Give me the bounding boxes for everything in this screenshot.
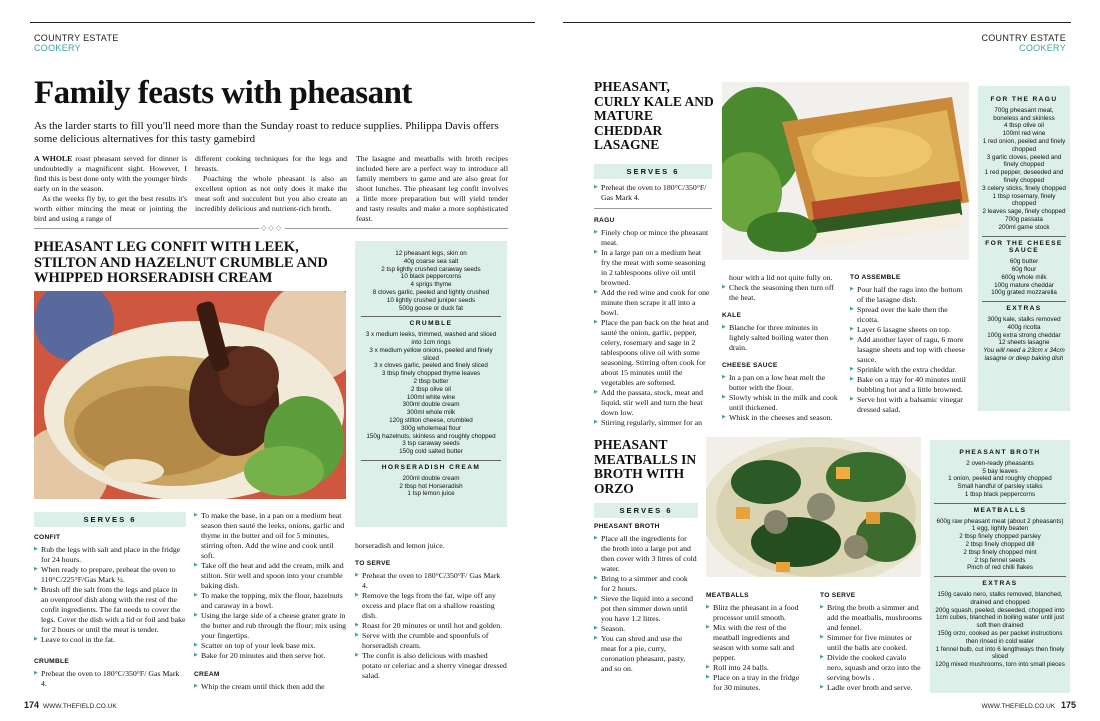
ingredient-heading: FOR THE RAGU	[990, 96, 1058, 103]
method-step: ▶ Leave to cool in the fat.	[34, 635, 186, 645]
ingredient-item: 4 sprigs thyme	[410, 281, 452, 289]
ingredient-item: 300g wholemeal flour	[401, 424, 461, 432]
step-heading: CREAM	[194, 671, 220, 678]
method-step: ▶ The confit is also delicious with mashed potato or celeriac and a sherry vinegar dressed salad.	[355, 651, 507, 681]
step-list	[355, 571, 507, 681]
confit-ingredients-box	[355, 241, 507, 527]
ingredient-item: 10 black peppercorns	[400, 273, 462, 281]
ingredient-list-broth	[934, 460, 1066, 499]
method-step: ▶ Rub the legs with salt and place in the fridge for 24 hours.	[34, 545, 186, 565]
ingredient-item: 2 tbsp finely chopped parsley	[959, 533, 1041, 541]
ingredient-list-ragu	[982, 107, 1066, 232]
ingredient-item: 2 tsp fennel seeds	[974, 556, 1026, 564]
method-step: ▶ Season.	[594, 624, 698, 634]
step-heading: TO ASSEMBLE	[850, 274, 901, 281]
ingredient-list-cheese	[982, 258, 1066, 297]
left-header	[34, 33, 119, 53]
step-list	[722, 373, 840, 423]
meatballs-method-col3	[820, 591, 924, 693]
left-footer	[24, 700, 117, 710]
method-step: ▶ Slowly whisk in the milk and cook until thickened.	[722, 393, 840, 413]
lasagne-method-col1	[594, 183, 712, 428]
recipe-title-lasagne: PHEASANT, CURLY KALE AND MATURE CHEDDAR LASAGNE	[594, 79, 714, 152]
method-step: ▶ Whisk in the cheeses and season.	[722, 413, 840, 423]
meatballs-ingredients-box	[930, 440, 1070, 693]
ingredient-item: 4 tbsp olive oil	[1004, 122, 1044, 130]
meatballs-method-col1	[594, 522, 698, 674]
method-step: ▶ Remove the legs from the fat, wipe off any excess and place flat on a shallow roasting dish.	[355, 591, 507, 621]
rule	[594, 208, 712, 209]
lasagne-method-col3	[850, 273, 970, 415]
step-list	[706, 603, 810, 693]
method-step: ▶ Whip the cream until thick then add the	[194, 682, 347, 692]
method-step: ▶ Bring to a simmer and cook for 2 hours.	[594, 574, 698, 594]
ingredient-heading: CRUMBLE	[361, 316, 501, 328]
top-rule-left	[30, 22, 535, 23]
right-footer	[981, 700, 1076, 710]
ingredient-item: 5 bay leaves	[982, 467, 1018, 475]
ingredient-item: 200ml double cream	[402, 474, 460, 482]
meatballs-method-col2	[706, 591, 810, 693]
ingredient-item: 1 onion, peeled and roughly chopped	[948, 475, 1052, 483]
method-step: ▶ When ready to prepare, preheat the oven to 110°C/225°F/Gas Mark ¼.	[34, 565, 186, 585]
footer-url: WWW.THEFIELD.CO.UK	[43, 703, 117, 710]
top-rule-right	[563, 22, 1071, 23]
ingredient-list-meatballs	[934, 518, 1066, 573]
ingredient-item: 300ml double cream	[402, 401, 460, 409]
method-step: ▶ You can shred and use the meat for a pie, curry, coronation pheasant, pasty, and so on.	[594, 634, 698, 674]
method-step: ▶ Serve hot with a balsamic vinegar dressed salad.	[850, 395, 970, 415]
step-list	[194, 682, 347, 692]
serves-badge: SERVES 6	[594, 164, 712, 179]
method-step: ▶ Add the passata, stock, meat and liquid, stir well and turn the heat down low.	[594, 388, 712, 418]
divider-ornament: ◇◇◇	[261, 224, 284, 232]
ingredient-item: 40g coarse sea salt	[403, 257, 459, 265]
meatballs-image	[706, 437, 921, 577]
ingredient-item: 200g squash, peeled, deseeded, chopped into 1cm cubes, blanched in boiling water until just soft then drained	[935, 606, 1065, 630]
ingredient-item: Pinch of red chilli flakes	[967, 564, 1033, 572]
step-list	[850, 285, 970, 415]
ingredient-item: 100g mature cheddar	[994, 281, 1054, 289]
confit-method-col1	[34, 533, 186, 689]
ingredient-heading: FOR THE CHEESE SAUCE	[982, 236, 1066, 256]
ingredient-item: 600g whole milk	[1001, 273, 1047, 281]
method-step: ▶ Preheat the oven to 180°C/350°F/ Gas Mark 4.	[355, 571, 507, 591]
step-heading: PHEASANT BROTH	[594, 523, 660, 530]
method-step: ▶ Check the seasoning then turn off the heat.	[722, 283, 840, 303]
meatballs-broth-photo	[706, 437, 921, 577]
step-list	[34, 545, 186, 645]
ingredient-item: 1 tsp lemon juice	[407, 490, 455, 498]
confit-method-col2	[194, 511, 347, 692]
method-step: ▶ Blanche for three minutes in lightly salted boiling water then drain.	[722, 323, 840, 353]
ingredient-item: 700g passata	[1005, 215, 1043, 223]
step-heading: RAGU	[594, 217, 615, 224]
ingredient-item: 2 tbsp finely chopped dill	[965, 540, 1035, 548]
extras-note: You will need a 23cm x 34cm lasagne or deep baking dish	[983, 347, 1065, 362]
ingredient-item: 2 tbsp butter	[413, 377, 449, 385]
method-step: ▶ Serve with the crumble and spoonfuls of horseradish cream.	[355, 631, 507, 651]
method-step: ▶ Divide the cooked cavalo nero, squash and orzo into the serving bowls .	[820, 653, 924, 683]
step-list	[820, 603, 924, 693]
ingredient-list-crumble	[361, 331, 501, 456]
ingredient-item: 3 tsp caraway seeds	[402, 440, 460, 448]
method-step: ▶ Brush off the salt from the legs and place in an ovenproof dish along with the rest of the confit ingredients. The fat needs to cover the legs. Cover the dish with a lid or foil and bake for 2 hours or until the meat is tender.	[34, 585, 186, 635]
section-kicker: COUNTRY ESTATE	[981, 33, 1066, 43]
method-step: ▶ Bring the broth a simmer and add the meatballs, mushrooms and fennel.	[820, 603, 924, 633]
step-heading: CHEESE SAUCE	[722, 362, 778, 369]
method-step: ▶ Add another layer of ragu, 6 more lasagne sheets and top with cheese sauce.	[850, 335, 970, 365]
step-heading: TO SERVE	[820, 592, 856, 599]
feature-standfirst: As the larder starts to fill you'll need more than the Sunday roast to reduce supplies. Philippa Davis offers some delicious alternatives for this tasty gamebird	[34, 120, 499, 145]
ingredient-list-extras	[934, 591, 1066, 669]
method-step: ▶ Stirring regularly, simmer for an	[594, 418, 712, 428]
ingredient-item: 300g kale, stalks removed	[987, 315, 1061, 323]
method-step: ▶ In a large pan on a medium heat fry the meat with some seasoning in 2 tablespoons olive oil until browned.	[594, 248, 712, 288]
pheasant-confit-photo	[34, 291, 346, 499]
ingredient-heading: MEATBALLS	[934, 503, 1066, 515]
intro-column-2	[195, 154, 347, 214]
step-list	[194, 511, 347, 661]
ingredient-item: 400g ricotta	[1007, 323, 1041, 331]
ingredient-item: 200ml game stock	[998, 223, 1050, 231]
serves-badge: SERVES 6	[34, 512, 186, 527]
ingredient-item: 150g cavalo nero, stalks removed, blanched, drained and chopped	[937, 590, 1063, 606]
ingredient-item: 1 tbsp black peppercorns	[964, 490, 1036, 498]
ingredient-item: 300ml whole milk	[406, 409, 456, 417]
method-step: ▶ Add the red wine and cook for one minute then scrape it all into a bowl.	[594, 288, 712, 318]
method-step: ▶ Mix with the rest of the meatball ingredients and season with some salt and pepper.	[706, 623, 810, 663]
method-step: ▶ Ladle over broth and serve.	[820, 683, 924, 693]
method-step: ▶ Roll into 24 balls.	[706, 663, 810, 673]
method-step: ▶ Roast for 20 minutes or until hot and golden.	[355, 621, 507, 631]
feature-title: Family feasts with pheasant	[34, 75, 412, 111]
method-step: ▶ Place the pan back on the heat and sauté the onion, garlic, pepper, celery, rosemary and sage in 2 tablespoons olive oil with some seasoning. Stirring often cook for about 15 minutes until the vegetables are softened.	[594, 318, 712, 388]
method-step: ▶ Simmer for five minutes or until the balls are cooked.	[820, 633, 924, 653]
step-list	[722, 283, 840, 303]
step-list	[594, 534, 698, 674]
step-heading: MEATBALLS	[706, 592, 749, 599]
step-heading: CRUMBLE	[34, 658, 70, 665]
ingredient-list-horseradish	[361, 475, 501, 498]
lasagne-method-col2	[722, 273, 840, 423]
recipe-title-confit: PHEASANT LEG CONFIT WITH LEEK, STILTON AND HAZELNUT CRUMBLE AND WHIPPED HORSERADISH CREAM	[34, 239, 328, 286]
confit-image	[34, 291, 346, 499]
ingredient-item: 12 pheasant legs, skin on	[395, 250, 467, 257]
page-number: 175	[1060, 700, 1076, 710]
method-step: ▶ Scatter on top of your leek base mix.	[194, 641, 347, 651]
ingredient-item: 120g stilton cheese, crumbled	[389, 416, 473, 424]
ingredient-item: 2 tsp lightly crushed caraway seeds	[381, 265, 481, 273]
intro-column-1	[34, 154, 187, 224]
step-continuation: hour with a lid not quite fully on.	[729, 273, 833, 282]
ingredient-heading: PHEASANT BROTH	[959, 449, 1041, 456]
method-step: ▶ Sprinkle with the extra cheddar.	[850, 365, 970, 375]
confit-method-col3	[355, 541, 507, 681]
intro-text: As the weeks fly by, to get the best results it's worth either mincing the meat or jointing the bird and using a range of	[34, 194, 187, 223]
step-list	[34, 669, 186, 689]
ingredient-item: 150g hazelnuts, skinless and roughly chopped	[366, 432, 496, 440]
ingredient-item: 100ml white wine	[406, 393, 456, 401]
step-continuation: horseradish and lemon juice.	[355, 541, 445, 550]
intro-text: roast pheasant served for dinner is undoubtedly a magnificent sight. However, I find this is best done only with the younger birds early on in the season.	[34, 154, 187, 193]
footer-url: WWW.THEFIELD.CO.UK	[981, 703, 1056, 710]
ingredient-item: 3 celery sticks, finely chopped	[982, 184, 1066, 192]
ingredient-item: 2 tbsp finely chopped mint	[963, 548, 1037, 556]
method-step: ▶ Place all the ingredients for the broth into a large pot and then cover with 3 litres of cold water.	[594, 534, 698, 574]
method-step: ▶ Bake for 20 minutes and then serve hot.	[194, 651, 347, 661]
ingredient-heading: HORSERADISH CREAM	[361, 460, 501, 472]
ingredient-heading: EXTRAS	[982, 301, 1066, 313]
right-header	[981, 33, 1066, 53]
ingredient-item: 10 lightly crushed juniper seeds	[386, 296, 476, 304]
ingredient-item: 60g flour	[1011, 265, 1037, 273]
section-kicker: COUNTRY ESTATE	[34, 33, 119, 43]
ingredient-item: 1 tbsp rosemary, finely chopped	[992, 192, 1056, 208]
method-step: ▶ In a pan on a low heat melt the butter with the flour.	[722, 373, 840, 393]
step-list	[722, 323, 840, 353]
method-step: ▶ To make the topping, mix the flour, hazelnuts and caraway in a bowl.	[194, 591, 347, 611]
ingredient-item: 700g pheasant meat, boneless and skinless	[993, 106, 1055, 122]
ingredient-item: 1 egg, lightly beaten	[971, 525, 1029, 533]
method-step: ▶ Place on a tray in the fridge for 30 minutes.	[706, 673, 810, 693]
method-step: ▶ Preheat the oven to 180°C/350°F/ Gas Mark 4.	[34, 669, 186, 689]
ingredient-item: 1 red onion, peeled and finely chopped	[982, 137, 1066, 153]
ingredient-item: 500g goose or duck fat	[398, 304, 464, 312]
ingredient-item: 12 sheets lasagne	[998, 339, 1050, 347]
method-step: ▶ Pour half the ragu into the bottom of the lasagne dish.	[850, 285, 970, 305]
ingredient-item: 150g cold salted butter	[399, 448, 463, 456]
method-step: ▶ To make the base, in a pan on a medium heat season then sauté the leeks, onions, garlic and thyme in the butter and oil for 5 minutes, stirring often. Add the wine and cook until soft.	[194, 511, 347, 561]
ingredient-item: 2 tbsp hot Horseradish	[399, 482, 463, 490]
intro-text: Poaching the whole pheasant is also an excellent option as not only does it make the meat soft and succulent but you also create an incredibly delicious and nutrient-rich broth.	[195, 174, 347, 213]
page-number: 174	[24, 700, 40, 710]
ingredient-item: 3 garlic cloves, peeled and finely chopped	[986, 153, 1062, 169]
ingredient-item: 3 tbsp finely chopped thyme leaves	[381, 370, 481, 378]
ingredient-item: 150g orzo, cooked as per packet instructions then rinsed in cold water	[937, 629, 1063, 645]
ingredient-item: 2 leaves sage, finely chopped	[982, 208, 1066, 216]
method-step: ▶ Bake on a tray for 40 minutes until bubbling hot and a little browned.	[850, 375, 970, 395]
ingredient-item: 100g grated mozzarella	[991, 289, 1057, 297]
ingredient-item: 3 x cloves garlic, peeled and finely sliced	[374, 362, 488, 370]
section-subkicker: COOKERY	[1019, 43, 1066, 53]
method-step: ▶ Take off the heat and add the cream, milk and stilton. Stir well and spoon into your crumble baking dish.	[194, 561, 347, 591]
method-step: ▶ Finely chop or mince the pheasant meat.	[594, 228, 712, 248]
lasagne-photo	[722, 82, 969, 260]
method-step: ▶ Spread over the kale then the ricotta.	[850, 305, 970, 325]
ingredient-item: 1 fennel bulb, cut into 6 lengthways then finely sliced	[935, 645, 1065, 661]
ingredient-list-extras	[982, 316, 1066, 347]
ingredient-item: 2 tbsp olive oil	[411, 385, 451, 393]
ingredient-item: 100ml red wine	[1002, 130, 1046, 138]
ingredient-item: 2 oven-ready pheasants	[966, 459, 1034, 467]
intro-text: different cooking techniques for the legs and breasts.	[195, 154, 347, 173]
method-step: ▶ Using the large side of a cheese grater grate in the butter and rub through the flour; mix using your fingertips.	[194, 611, 347, 641]
ingredient-item: 100g extra strong cheddar	[987, 331, 1061, 339]
step-list	[594, 228, 712, 428]
step-heading: TO SERVE	[355, 560, 391, 567]
ingredient-item: 8 cloves garlic, peeled and lightly crushed	[372, 288, 490, 296]
method-step: ▶ Blitz the pheasant in a food processor until smooth.	[706, 603, 810, 623]
ingredient-list-main	[361, 250, 501, 312]
ingredient-item: 600g raw pheasant meat (about 2 pheasants)	[936, 517, 1064, 525]
ingredient-item: 1 red pepper, deseeded and finely chopped	[984, 169, 1064, 184]
ingredient-item: 120g mixed mushrooms, torn into small pieces	[935, 661, 1065, 669]
method-step: ▶ Preheat the oven to 180°C/350°F/ Gas Mark 4.	[594, 183, 712, 203]
lasagne-image	[722, 82, 969, 260]
method-step: ▶ Layer 6 lasagne sheets on top.	[850, 325, 970, 335]
intro-text: The lasagne and meatballs with broth recipes included here are a perfect way to introduce all family members to game and are also great for shoot lunches. The pheasant leg confit involves a little more preparation but will yield tender and tasty results and make a more sophisticated feast.	[356, 154, 508, 223]
serves-badge: SERVES 6	[594, 503, 698, 518]
recipe-title-meatballs: PHEASANT MEATBALLS IN BROTH WITH ORZO	[594, 437, 697, 496]
dropcap: A WHOLE	[34, 154, 73, 163]
ingredient-item: Small handful of parsley stalks	[957, 483, 1043, 491]
step-heading: CONFIT	[34, 534, 61, 541]
ingredient-item: 3 x medium yellow onions, peeled and finely sliced	[369, 346, 493, 362]
intro-column-3	[356, 154, 508, 224]
section-subkicker: COOKERY	[34, 43, 81, 53]
ingredient-heading: EXTRAS	[934, 576, 1066, 588]
lasagne-ingredients-box	[978, 86, 1070, 411]
step-heading: KALE	[722, 312, 742, 319]
ingredient-item: 3 x medium leeks, trimmed, washed and sliced into 1cm rings	[365, 331, 497, 346]
ingredient-item: 60g butter	[1009, 258, 1039, 266]
method-step: ▶ Sieve the liquid into a second pot then simmer down until you have 1.2 litres.	[594, 594, 698, 624]
